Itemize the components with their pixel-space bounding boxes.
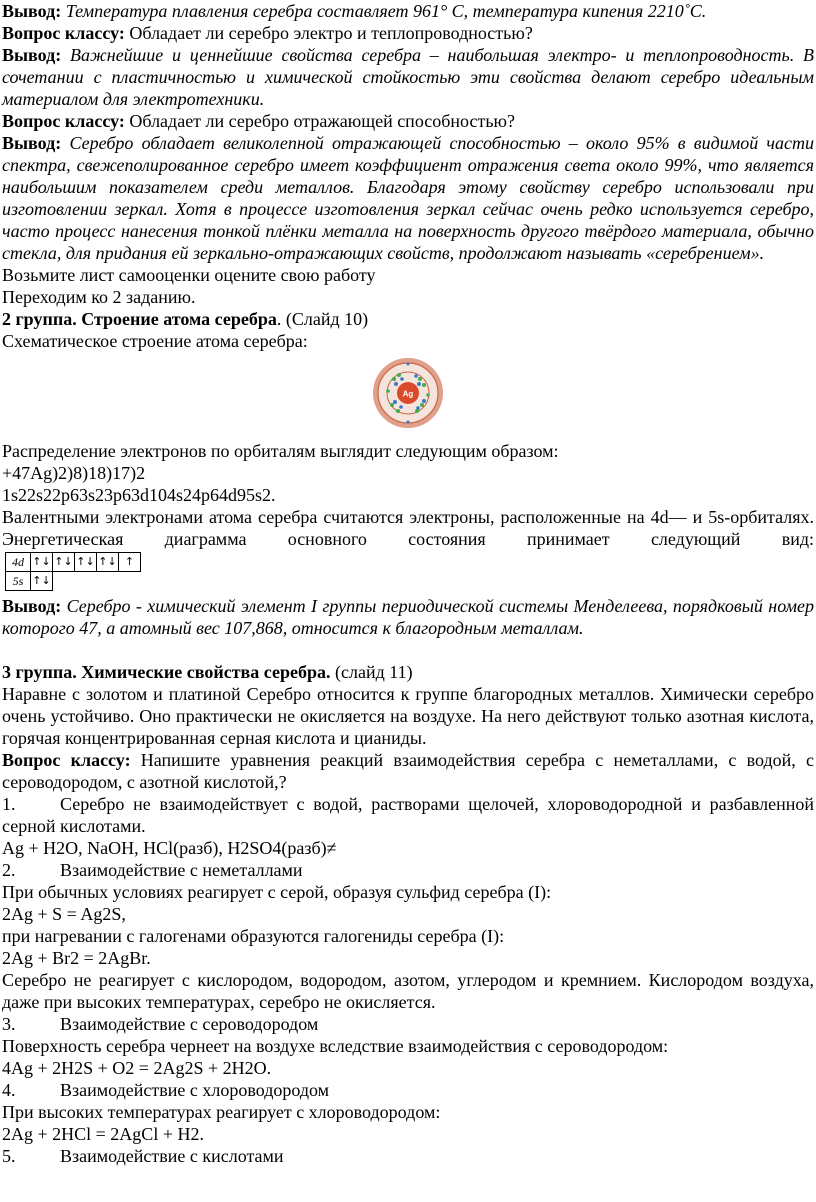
orbital-label-5s: 5s [6, 572, 31, 591]
orbital-cell: ↑↓ [97, 553, 119, 572]
text: Серебро обладает великолепной отражающей способностью – около 95% в видимой части спектра, свежеполированное серебро имеет коэффициент отражения света около 99%, что является наибольшим показателем среди металлов. Благодаря этому свойству серебро использовали при изготовлении зеркал. Хотя в процессе изготовления зеркал сейчас очень редко используется серебро, часто процесс нанесения тонкой плёнки металла на поверхность другого твёрдого материала, обычно стекла, для придания ей зеркально-отражающих свойств, продолжают называть «серебрением». [2, 133, 814, 263]
self-assessment-text: Возьмите лист самооценки оцените свою работу [2, 265, 376, 285]
conclusion-melting [2, 0, 814, 22]
label: Вывод: [2, 1, 62, 21]
document-page [2, 0, 814, 1167]
group2-title: 2 группа. Строение атома серебра [2, 309, 277, 329]
list-text: Взаимодействие с сероводородом [60, 1014, 319, 1034]
label: Вопрос классу: [2, 23, 125, 43]
list-item-2 [2, 859, 814, 881]
equation-3: 2Ag + Br2 = 2AgBr. [2, 948, 151, 968]
list-item-1 [2, 793, 814, 837]
list-number: 5. [2, 1146, 16, 1166]
text: Важнейшие и ценнейшие свойства серебра – наибольшая электро- и теплопроводность. В сочетании с пластичностью и химической стойкостью эти свойства делают серебро идеальным материалом для электротехники. [2, 45, 814, 109]
atom-figure [2, 352, 814, 440]
label: Вывод: [2, 133, 62, 153]
list-number: 2. [2, 860, 16, 880]
energy-diagram [5, 552, 814, 591]
equation-2: 2Ag + S = Ag2S, [2, 904, 126, 924]
orbital-cell: ↑↓ [53, 553, 75, 572]
question-reactions [2, 749, 814, 793]
equation-4: 4Ag + 2H2S + O2 = 2Ag2S + 2H2O. [2, 1058, 272, 1078]
conclusion-element [2, 595, 814, 639]
text: Обладает ли серебро электро и теплопроводностью? [124, 23, 533, 43]
list-item-4 [2, 1079, 814, 1101]
equation-1: Ag + H2O, NaOH, HCl(разб), H2SO4(разб)≠ [2, 838, 337, 858]
question-reflectivity [2, 110, 814, 132]
list-text: Взаимодействие с хлороводородом [60, 1080, 330, 1100]
list-item-5 [2, 1145, 814, 1167]
list-text: Серебро не взаимодействует с водой, растворами щелочей, хлороводородной и разбавленной серной кислотами. [2, 794, 814, 836]
orbital-cell: ↑↓ [31, 553, 53, 572]
text: Серебро - химический элемент I группы периодической системы Менделеева, порядковый номер которого 47, а атомный вес 107,868, относится к благородным металлам. [2, 596, 814, 638]
orbital-cell: ↑↓ [75, 553, 97, 572]
list-text: Взаимодействие с кислотами [60, 1146, 284, 1166]
atom-structure-caption: Схематическое строение атома серебра: [2, 331, 308, 351]
group3-title: 3 группа. Химические свойства серебра. [2, 662, 331, 682]
sulfur-text: При обычных условиях реагирует с серой, образуя сульфид серебра (I): [2, 882, 552, 902]
hydrogen-sulfide-text: Поверхность серебра чернеет на воздухе вследствие взаимодействия с сероводородом: [2, 1036, 669, 1056]
label: Вывод: [2, 596, 62, 616]
list-number: 3. [2, 1014, 16, 1034]
list-number: 1. [2, 794, 16, 814]
valence-electrons-text: Валентными электронами атома серебра считаются электроны, расположенные на 4d— и 5s-орбиталях. Энергетическая диаграмма основного состояния принимает следующий вид: [2, 507, 814, 549]
orbital-table [5, 552, 141, 591]
halogen-text: при нагревании с галогенами образуются галогениды серебра (I): [2, 926, 505, 946]
group2-heading [2, 308, 814, 330]
silver-atom-image [372, 357, 444, 429]
orbital-distribution-text: Распределение электронов по орбиталям выглядит следующим образом: [2, 441, 559, 461]
orbital-label-4d: 4d [6, 553, 31, 572]
orbital-cell: ↑↓ [31, 572, 53, 591]
text: Обладает ли серебро отражающей способностью? [124, 111, 515, 131]
electron-shells: +47Ag)2)8)18)17)2 [2, 463, 146, 483]
conclusion-conductivity [2, 44, 814, 110]
equation-5: 2Ag + 2HCl = 2AgCl + H2. [2, 1124, 204, 1144]
next-task-text: Переходим ко 2 заданию. [2, 287, 196, 307]
label: Вопрос классу: [2, 750, 131, 770]
orbital-row-5s [6, 572, 141, 591]
text: Напишите уравнения реакций взаимодействия серебра с неметаллами, с водой, с сероводородом, с азотной кислотой,? [2, 750, 814, 792]
group3-slide: (слайд 11) [330, 662, 413, 682]
noble-metal-text: Наравне с золотом и платиной Серебро относится к группе благородных металлов. Химически серебро очень устойчиво. Оно практически не окисляется на воздухе. На него действуют только азотная кислота, горячая концентрированная серная кислота и цианиды. [2, 684, 814, 748]
oxygen-text: Серебро не реагирует с кислородом, водородом, азотом, углеродом и кремнием. Кислородом воздуха, даже при высоких температурах, серебро не окисляется. [2, 970, 814, 1012]
group3-heading [2, 661, 814, 683]
orbital-row-4d [6, 553, 141, 572]
label: Вопрос классу: [2, 111, 125, 131]
conclusion-reflectivity [2, 132, 814, 264]
group2-slide: . (Слайд 10) [276, 309, 369, 329]
list-item-3 [2, 1013, 814, 1035]
question-conductivity [2, 22, 814, 44]
atom-symbol: Ag [402, 389, 414, 399]
electron-configuration: 1s22s22p63s23p63d104s24p64d95s2. [2, 485, 276, 505]
orbital-cell: ↑ [119, 553, 141, 572]
hydrogen-chloride-text: При высоких температурах реагирует с хлороводородом: [2, 1102, 441, 1122]
label: Вывод: [2, 45, 62, 65]
list-number: 4. [2, 1080, 16, 1100]
list-text: Взаимодействие с неметаллами [60, 860, 303, 880]
text: Температура плавления серебра составляет 961° С, температура кипения 2210˚С. [61, 1, 707, 21]
